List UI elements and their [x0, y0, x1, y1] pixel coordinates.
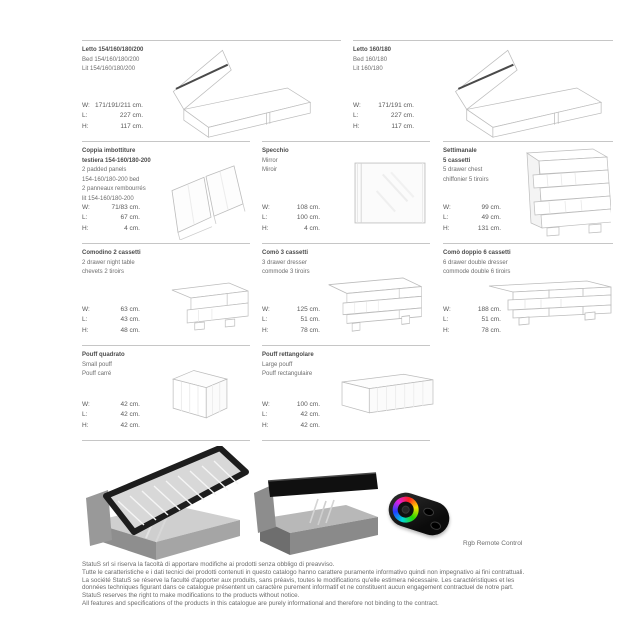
- disclaimer-line-it-1: StatuS srl si riserva la facoltà di apportare modifiche ai prodotti senza obbligo di preavviso.: [82, 561, 335, 568]
- double-dresser-illustration: [487, 278, 613, 332]
- disclaimer-line-en-1: StatuS reserves the right to make modifications to the products without notice.: [82, 592, 300, 600]
- dimensions: W: 171/191 cm. L: 227 cm. H: 117 cm.: [353, 101, 414, 130]
- dresser-illustration: [326, 275, 424, 335]
- remote-button-2: [429, 520, 442, 531]
- section-chiffonier: Settimanale 5 cassetti 5 drawer chest chiffonier 5 tiroirs W: 99 cm. L: 49 cm. H: 131 cm.: [443, 141, 613, 243]
- product-title: Letto 154/160/180/200: [82, 47, 144, 53]
- dimensions: W: 71/83 cm. L: 67 cm. H: 4 cm.: [82, 203, 140, 232]
- remote-caption: Rgb Remote Control: [463, 540, 523, 547]
- dimensions: W: 108 cm. L: 100 cm. H: 4 cm.: [262, 203, 320, 232]
- disclaimer-line-fr-2: données techniques figurant dans ce catalogue présentent un caractère purement informatif et ne constituent aucun engagement contractuel de notre part.: [82, 584, 514, 592]
- section-dresser-3: Comò 3 cassetti 3 drawer dresser commode 3 tiroirs W: 125 cm. L: 51 cm. H: 78 cm.: [262, 243, 430, 345]
- product-subtitle-en: Bed 160/180: [353, 56, 388, 63]
- remote-body: [384, 488, 453, 539]
- dimensions: W: 125 cm. L: 51 cm. H: 78 cm.: [262, 305, 320, 334]
- dimensions: W: 171/191/211 cm. L: 227 cm. H: 117 cm.: [82, 101, 143, 130]
- disclaimer-line-en-2: All features and specifications of the products in this catalogue are purely informational and therefore not binding to the contract.: [82, 599, 439, 607]
- chiffonier-illustration: [517, 147, 611, 239]
- rgb-remote-image: [384, 488, 458, 544]
- section-mirror: Specchio Mirror Miroir W: 108 cm. L: 100 cm. H: 4 cm.: [262, 141, 430, 243]
- section-double-dresser: Comò doppio 6 cassetti 6 drawer double dresser commode double 6 tiroirs W: 188 cm. L: 51 cm. H: 78 cm.: [443, 243, 613, 345]
- dimensions: W: 63 cm. L: 43 cm. H: 48 cm.: [82, 305, 140, 334]
- padded-panels-illustration: [168, 164, 248, 240]
- disclaimer-line-fr-1: La société StatuS se réserve la faculté d'apporter aux produits, sans préavis, toutes le modifications qu'elle estimera nécessaire. Les caractéristiques et les: [82, 576, 515, 584]
- dimensions: W: 188 cm. L: 51 cm. H: 78 cm.: [443, 305, 501, 334]
- dimensions: W: 42 cm. L: 42 cm. H: 42 cm.: [82, 400, 140, 429]
- night-table-illustration: [170, 280, 250, 332]
- square-pouf-illustration: [169, 364, 229, 420]
- dimensions: W: 99 cm. L: 49 cm. H: 131 cm.: [443, 203, 501, 232]
- dimensions: W: 100 cm. L: 42 cm. H: 42 cm.: [262, 400, 320, 429]
- section-pouf-rectangular: Pouff rettangolare Large pouff Pouff rectangulaire W: 100 cm. L: 42 cm. H: 42 cm.: [262, 345, 430, 441]
- section-night-table: Comodino 2 cassetti 2 drawer night table chevets 2 tiroirs W: 63 cm. L: 43 cm. H: 48 cm.: [82, 243, 250, 345]
- product-subtitle-fr: Lit 160/180: [353, 66, 383, 72]
- mirror-illustration: [354, 162, 426, 224]
- storage-bed-photo-ajar: [252, 467, 384, 561]
- storage-bed-photo-open: [80, 446, 252, 561]
- remote-button-1: [422, 506, 435, 517]
- rectangular-pouf-illustration: [341, 371, 434, 415]
- bed-illustration: [435, 45, 603, 139]
- section-bed-160-180: [353, 40, 613, 141]
- product-title: Letto 160/180: [353, 47, 392, 53]
- bed-illustration: [154, 45, 312, 139]
- section-bed-154-200: [82, 40, 341, 141]
- legal-disclaimer: [82, 561, 622, 608]
- section-pouf-square: Pouff quadrato Small pouff Pouff carré W: 42 cm. L: 42 cm. H: 42 cm.: [82, 345, 250, 441]
- disclaimer-line-it-2: Tutte le caratteristiche e i dati tecnici dei prodotti contenuti in questo catalogo hanno carattere puramente informativo quindi non impegnativo ai fini contrattuali.: [82, 568, 525, 576]
- product-subtitle-fr: Lit 154/160/180/200: [82, 66, 136, 72]
- section-headboard-panels: Coppia imbottiture testiera 154-160/180-200 2 padded panels 154-160/180-200 bed 2 panneaux rembourrés lit 154-160/180-200 W: 71/83 cm. L: 67 cm. H: 4 cm.: [82, 141, 250, 243]
- product-subtitle-en: Bed 154/160/180/200: [82, 56, 140, 63]
